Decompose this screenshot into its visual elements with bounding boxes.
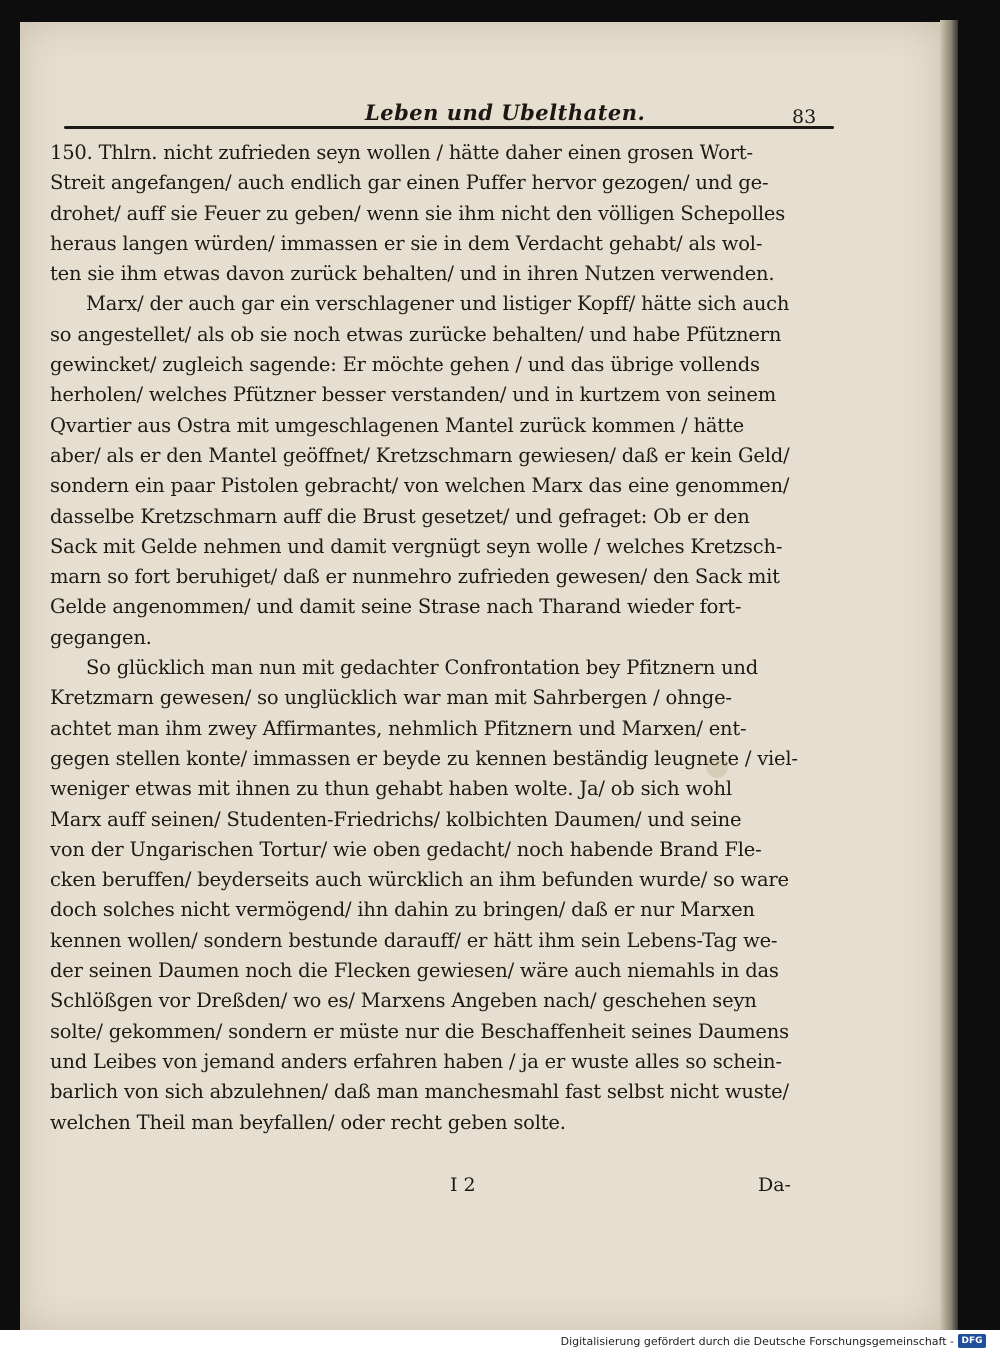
page-foot — [20, 1174, 940, 1208]
text-line: so angestellet/ als ob sie noch etwas zurücke behalten/ und habe Pfütznern — [50, 322, 782, 346]
signature-mark: I 2 — [450, 1174, 476, 1196]
paper-stain — [706, 756, 728, 778]
catchword: Da- — [758, 1174, 791, 1196]
text-line: gegangen. — [50, 625, 152, 649]
text-line: welchen Theil man beyfallen/ oder recht geben solte. — [50, 1110, 566, 1134]
text-line: Marx auff seinen/ Studenten-Friedrichs/ kolbichten Daumen/ und seine — [50, 807, 742, 831]
text-line: und Leibes von jemand anders erfahren haben / ja er wuste alles so schein- — [50, 1049, 782, 1073]
body-text — [50, 138, 830, 1138]
text-line: gegen stellen konte/ immassen er beyde zu kennen beständig leugnete / viel- — [50, 746, 798, 770]
text-line: weniger etwas mit ihnen zu thun gehabt haben wolte. Ja/ ob sich wohl — [50, 777, 732, 801]
text-line: aber/ als er den Mantel geöffnet/ Kretzschmarn gewiesen/ daß er kein Geld/ — [50, 443, 790, 467]
book-page — [20, 22, 940, 1330]
text-line: sondern ein paar Pistolen gebracht/ von welchen Marx das eine genommen/ — [50, 474, 790, 498]
text-line: doch solches nicht vermögend/ ihn dahin zu bringen/ daß er nur Marxen — [50, 898, 755, 922]
text-line: drohet/ auff sie Feuer zu geben/ wenn sie ihm nicht den völligen Schepolles — [50, 201, 786, 225]
text-line: der seinen Daumen noch die Flecken gewiesen/ wäre auch niemahls in das — [50, 959, 779, 983]
text-line: barlich von sich abzulehnen/ daß man manchesmahl fast selbst nicht wuste/ — [50, 1080, 789, 1104]
page-number: 83 — [792, 106, 817, 128]
credit-bar — [0, 1330, 1000, 1354]
text-line: ten sie ihm etwas davon zurück behalten/ und in ihren Nutzen verwenden. — [50, 262, 775, 286]
text-line: Qvartier aus Ostra mit umgeschlagenen Mantel zurück kommen / hätte — [50, 413, 744, 437]
text-line: Kretzmarn gewesen/ so unglücklich war man mit Sahrbergen / ohnge- — [50, 686, 732, 710]
text-line: Marx/ der auch gar ein verschlagener und listiger Kopff/ hätte sich auch — [86, 292, 790, 316]
text-line: So glücklich man nun mit gedachter Confrontation bey Pfitznern und — [86, 656, 759, 680]
text-line: 150. Thlrn. nicht zufrieden seyn wollen / hätte daher einen grosen Wort- — [50, 141, 753, 164]
header-rule — [64, 126, 834, 129]
text-line: marn so fort beruhiget/ daß er nunmehro zufrieden gewesen/ den Sack mit — [50, 565, 780, 589]
text-line: cken beruffen/ beyderseits auch würcklich an ihm befunden wurde/ so ware — [50, 868, 789, 892]
text-line: achtet man ihm zwey Affirmantes, nehmlich Pfitznern und Marxen/ ent- — [50, 716, 747, 740]
text-line: Streit angefangen/ auch endlich gar einen Puffer hervor gezogen/ und ge- — [50, 171, 769, 195]
page-edge — [940, 20, 958, 1330]
text-line: herholen/ welches Pfützner besser verstanden/ und in kurtzem von seinem — [50, 383, 777, 407]
text-line: von der Ungarischen Tortur/ wie oben gedacht/ noch habende Brand Fle- — [50, 837, 762, 861]
text-line: heraus langen würden/ immassen er sie in dem Verdacht gehabt/ als wol- — [50, 231, 763, 255]
text-line: gewincket/ zugleich sagende: Er möchte gehen / und das übrige vollends — [50, 353, 760, 377]
running-title: Leben und Ubelthaten. — [365, 100, 646, 125]
text-line: Schlößgen vor Dreßden/ wo es/ Marxens Angeben nach/ geschehen seyn — [50, 989, 757, 1013]
credit-text: Digitalisierung gefördert durch die Deutsche Forschungsgemeinschaft - — [560, 1335, 954, 1348]
text-line: Gelde angenommen/ und damit seine Strase nach Tharand wieder fort- — [50, 595, 742, 619]
text-line: solte/ gekommen/ sondern er müste nur die Beschaffenheit seines Daumens — [50, 1019, 789, 1043]
text-line: Sack mit Gelde nehmen und damit vergnügt seyn wolle / welches Kretzsch- — [50, 534, 783, 558]
text-line: kennen wollen/ sondern bestunde darauff/ er hätt ihm sein Lebens-Tag we- — [50, 928, 778, 952]
text-line: dasselbe Kretzschmarn auff die Brust gesetzet/ und gefraget: Ob er den — [50, 504, 750, 528]
dfg-logo: DFG — [958, 1334, 986, 1348]
